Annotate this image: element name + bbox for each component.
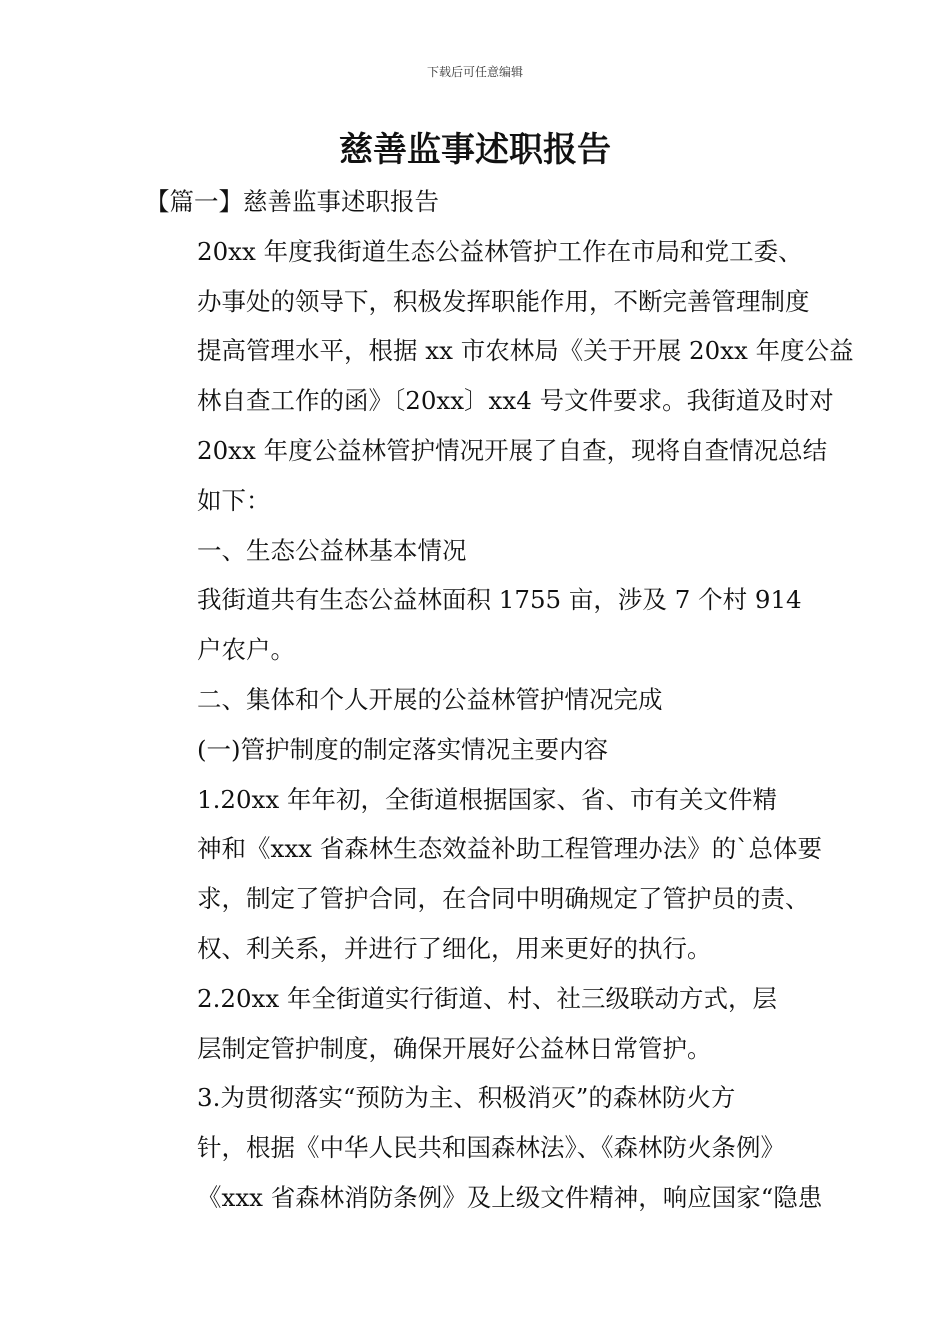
text-line: 户农户。 [197,635,295,665]
text-line: 《xxx 省森林消防条例》及上级文件精神，响应国家“隐患 [197,1182,823,1212]
text-line: (一)管护制度的制定落实情况主要内容 [197,734,609,764]
text-line: 提高管理水平，根据 xx 市农林局《关于开展 20xx 年度公益 [197,336,854,366]
document-body [145,177,854,1223]
paragraph [145,775,822,974]
paragraph [145,177,810,227]
text-line: 层制定管护制度，确保开展好公益林日常管护。 [197,1033,712,1063]
text-line: 针，根据《中华人民共和国森林法》、《森林防火条例》 [197,1133,785,1163]
document-title: 慈善监事述职报告 [339,130,611,170]
paragraph [145,974,810,1074]
text-line: 权、利关系，并进行了细化，用来更好的执行。 [197,933,712,963]
text-line: 办事处的领导下，积极发挥职能作用，不断完善管理制度 [197,286,810,316]
text-line: 1.20xx 年年初，全街道根据国家、省、市有关文件精 [197,784,777,814]
paragraph [145,575,810,675]
paragraph [145,675,810,725]
paragraph [145,227,854,526]
text-line: 二、集体和个人开展的公益林管护情况完成 [197,684,663,714]
text-line: 20xx 年度我街道生态公益林管护工作在市局和党工委、 [197,236,803,266]
text-line: 如下： [197,485,271,515]
text-line: 2.20xx 年全街道实行街道、村、社三级联动方式，层 [197,983,777,1013]
text-line: 求，制定了管护合同，在合同中明确规定了管护员的责、 [197,884,810,914]
header-note: 下载后可任意编辑 [426,65,523,79]
text-line: 3.为贯彻落实“预防为主、积极消灭”的森林防火方 [197,1083,736,1113]
text-line: 神和《xxx 省森林生态效益补助工程管理办法》的`总体要 [197,834,822,864]
text-line: 我街道共有生态公益林面积 1755 亩，涉及 7 个村 914 [197,585,802,615]
paragraph [145,526,810,576]
text-line: 林自查工作的函》〔20xx〕xx4 号文件要求。我街道及时对 [197,386,834,416]
paragraph [145,725,810,775]
text-line: 20xx 年度公益林管护情况开展了自查，现将自查情况总结 [197,435,828,465]
text-line: 【篇一】慈善监事述职报告 [145,187,439,216]
paragraph [145,1073,823,1222]
text-line: 一、生态公益林基本情况 [197,535,467,565]
